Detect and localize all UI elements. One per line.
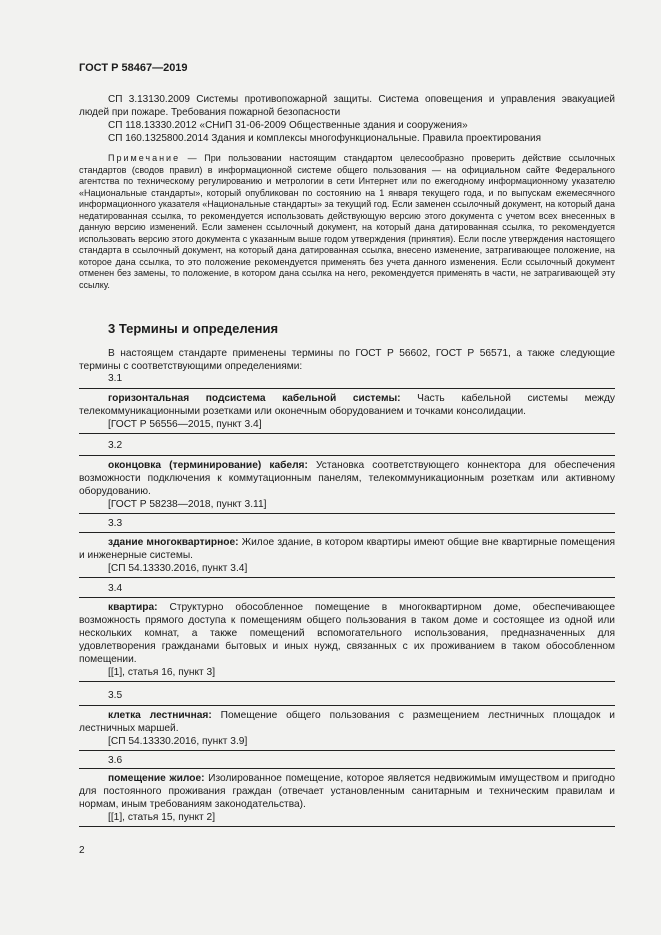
term-name: горизонтальная подсистема кабельной системы: — [108, 393, 401, 404]
note-text: — При пользовании настоящим стандартом целесообразно проверить действие ссылочных стандартов (сводов правил) в информационной системе общего пользования — на официальном сайте Федерального агентства по техническому регулированию и метрологии в сети Интернет или по ежегодному информационному указателю «Национальные стандарты», который опубликован по состоянию на 1 января текущего года, и по выпускам ежемесячного информационного указателя «Национальные стандарты» за текущий год. Если заменен ссылочный документ, на который дана недатированная ссылка, то рекомендуется использовать действующую версию этого документа с учетом всех внесенных в данную версию изменений. Если заменен ссылочный документ, на который дана датированная ссылка, то рекомендуется использовать версию этого документа с указанным выше годом утверждения (принятия). Если после утверждения настоящего стандарта в ссылочный документ, на который дана датированная ссылка, внесено изменение, затрагивающее положение, на которое дана ссылка, то это положение рекомендуется применять без учета данного изменения. Если ссылочный документ отменен без замены, то положение, в котором дана ссылка на него, рекомендуется применять в части, не затрагивающей эту ссылку. — [79, 153, 615, 290]
term-box — [79, 768, 615, 827]
term-name: оконцовка (терминирование) кабеля: — [108, 460, 308, 471]
term-text: Структурно обособленное помещение в многоквартирном доме, обеспечивающее возможность прямого доступа к помещениям общего пользования в таком доме и состоящее из одной или нескольких комнат, а также помещений вспомогательного использования, предназначенных для удовлетворения гражданами бытовых и иных нужд, связанных с их проживанием в таком обособленном помещении. — [79, 602, 615, 665]
term-definition — [79, 709, 615, 735]
reference-item: СП 160.1325800.2014 Здания и комплексы многофункциональные. Правила проектирования — [108, 133, 542, 144]
page-number: 2 — [79, 845, 85, 856]
term-source: [СП 54.13330.2016, пункт 3.9] — [108, 736, 248, 747]
reference-item: СП 3.13130.2009 Системы противопожарной защиты. Система оповещения и управления эвакуацией людей при пожаре. Требования пожарной безопасности — [79, 94, 615, 118]
term-number: 3.5 — [108, 690, 123, 701]
term-source: [[1], статья 16, пункт 3] — [108, 667, 216, 678]
term-definition — [79, 536, 615, 562]
term-name: здание многоквартирное: — [108, 537, 239, 548]
references-list — [79, 93, 615, 145]
term-number: 3.2 — [108, 440, 123, 451]
term-box — [79, 705, 615, 751]
term-definition — [79, 601, 615, 666]
term-source: [ГОСТ Р 56556—2015, пункт 3.4] — [108, 419, 262, 430]
note-paragraph — [79, 153, 615, 291]
term-number: 3.1 — [108, 373, 123, 384]
term-number: 3.3 — [108, 518, 123, 529]
term-definition — [79, 772, 615, 811]
term-text: Часть кабельной системы между телекоммуникационными розетками или оконечным оборудованием и точками консолидации. — [79, 393, 615, 417]
term-text: Изолированное помещение, которое является недвижимым имуществом и пригодно для постоянного проживания граждан (отвечает установленным санитарным и техническим правилам и нормам, иным требованиям законодательства). — [79, 773, 615, 810]
term-box — [79, 388, 615, 434]
term-box — [79, 455, 615, 514]
term-box — [79, 532, 615, 578]
term-name: квартира: — [108, 602, 158, 613]
term-text: Жилое здание, в котором квартиры имеют общие вне квартирные помещения и инженерные системы. — [79, 537, 615, 561]
term-name: клетка лестничная: — [108, 710, 212, 721]
term-name: помещение жилое: — [108, 773, 205, 784]
term-text: Установка соответствующего коннектора для обеспечения возможности подключения к коммутационным панелям, телекоммуникационным розеткам или активному оборудованию. — [79, 460, 615, 497]
term-definition — [79, 392, 615, 418]
section-intro: В настоящем стандарте применены термины по ГОСТ Р 56602, ГОСТ Р 56571, а также следующие термины с соответствующими определениями: — [79, 348, 615, 372]
term-number: 3.6 — [108, 755, 123, 766]
term-number: 3.4 — [108, 583, 123, 594]
section-title: 3 Термины и определения — [108, 321, 279, 336]
note-label: Примечание — [108, 153, 181, 163]
term-box — [79, 597, 615, 682]
reference-item: СП 118.13330.2012 «СНиП 31-06-2009 Общественные здания и сооружения» — [108, 120, 468, 131]
term-source: [СП 54.13330.2016, пункт 3.4] — [108, 563, 248, 574]
term-definition — [79, 459, 615, 498]
term-text: Помещение общего пользования с размещением лестничных площадок и лестничных маршей. — [79, 710, 615, 734]
document-header: ГОСТ Р 58467—2019 — [79, 62, 188, 74]
term-source: [[1], статья 15, пункт 2] — [108, 812, 216, 823]
term-source: [ГОСТ Р 58238—2018, пункт 3.11] — [108, 499, 267, 510]
